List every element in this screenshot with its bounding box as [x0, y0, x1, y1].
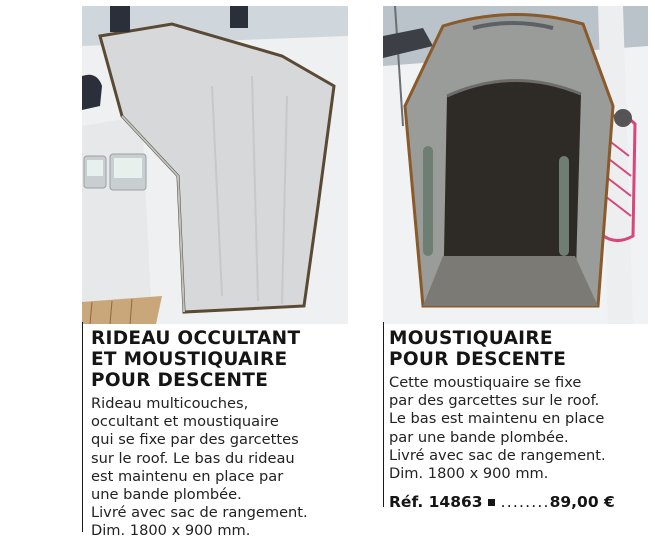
description-line: Dim. 1800 x 900 mm.	[91, 522, 251, 540]
description-line: Cette moustiquaire se fixe	[389, 374, 582, 391]
right-divider-line	[383, 322, 384, 507]
price: 89,00 €	[549, 493, 615, 511]
description-line: Le bas est maintenu en place	[389, 410, 605, 428]
description-line: est maintenu en place par	[91, 467, 284, 485]
product-title	[91, 328, 300, 391]
title-line: ET MOUSTIQUAIRE	[91, 349, 288, 370]
product-photo-curtain	[82, 6, 348, 324]
description-line: qui se fixe par des garcettes	[91, 431, 299, 449]
product-description	[389, 374, 606, 483]
description-line: par des garcettes sur le roof.	[389, 392, 600, 410]
description-line: par une bande plombée.	[389, 428, 569, 446]
product-description	[91, 395, 308, 541]
title-line: POUR DESCENTE	[389, 349, 567, 370]
title-line: RIDEAU OCCULTANT	[91, 328, 301, 349]
left-divider-line	[82, 322, 83, 532]
description-line: Livré avec sac de rangement.	[389, 446, 606, 464]
description-line: Dim. 1800 x 900 mm.	[389, 465, 549, 483]
square-bullet-icon	[488, 499, 495, 506]
description-line: sur le roof. Le bas du rideau	[91, 449, 295, 467]
price-row	[389, 493, 615, 511]
leader-dots: ........	[500, 493, 550, 511]
description-line: Rideau multicouches,	[91, 395, 249, 412]
title-line: MOUSTIQUAIRE	[389, 328, 553, 349]
product-photo-mosquito-net	[383, 6, 648, 324]
reference-number: Réf. 14863	[389, 493, 483, 511]
description-line: occultant et moustiquaire	[91, 413, 279, 431]
description-line: Livré avec sac de rangement.	[91, 504, 308, 522]
product-title	[389, 328, 566, 370]
title-line: POUR DESCENTE	[91, 370, 269, 391]
description-line: une bande plombée.	[91, 486, 242, 504]
